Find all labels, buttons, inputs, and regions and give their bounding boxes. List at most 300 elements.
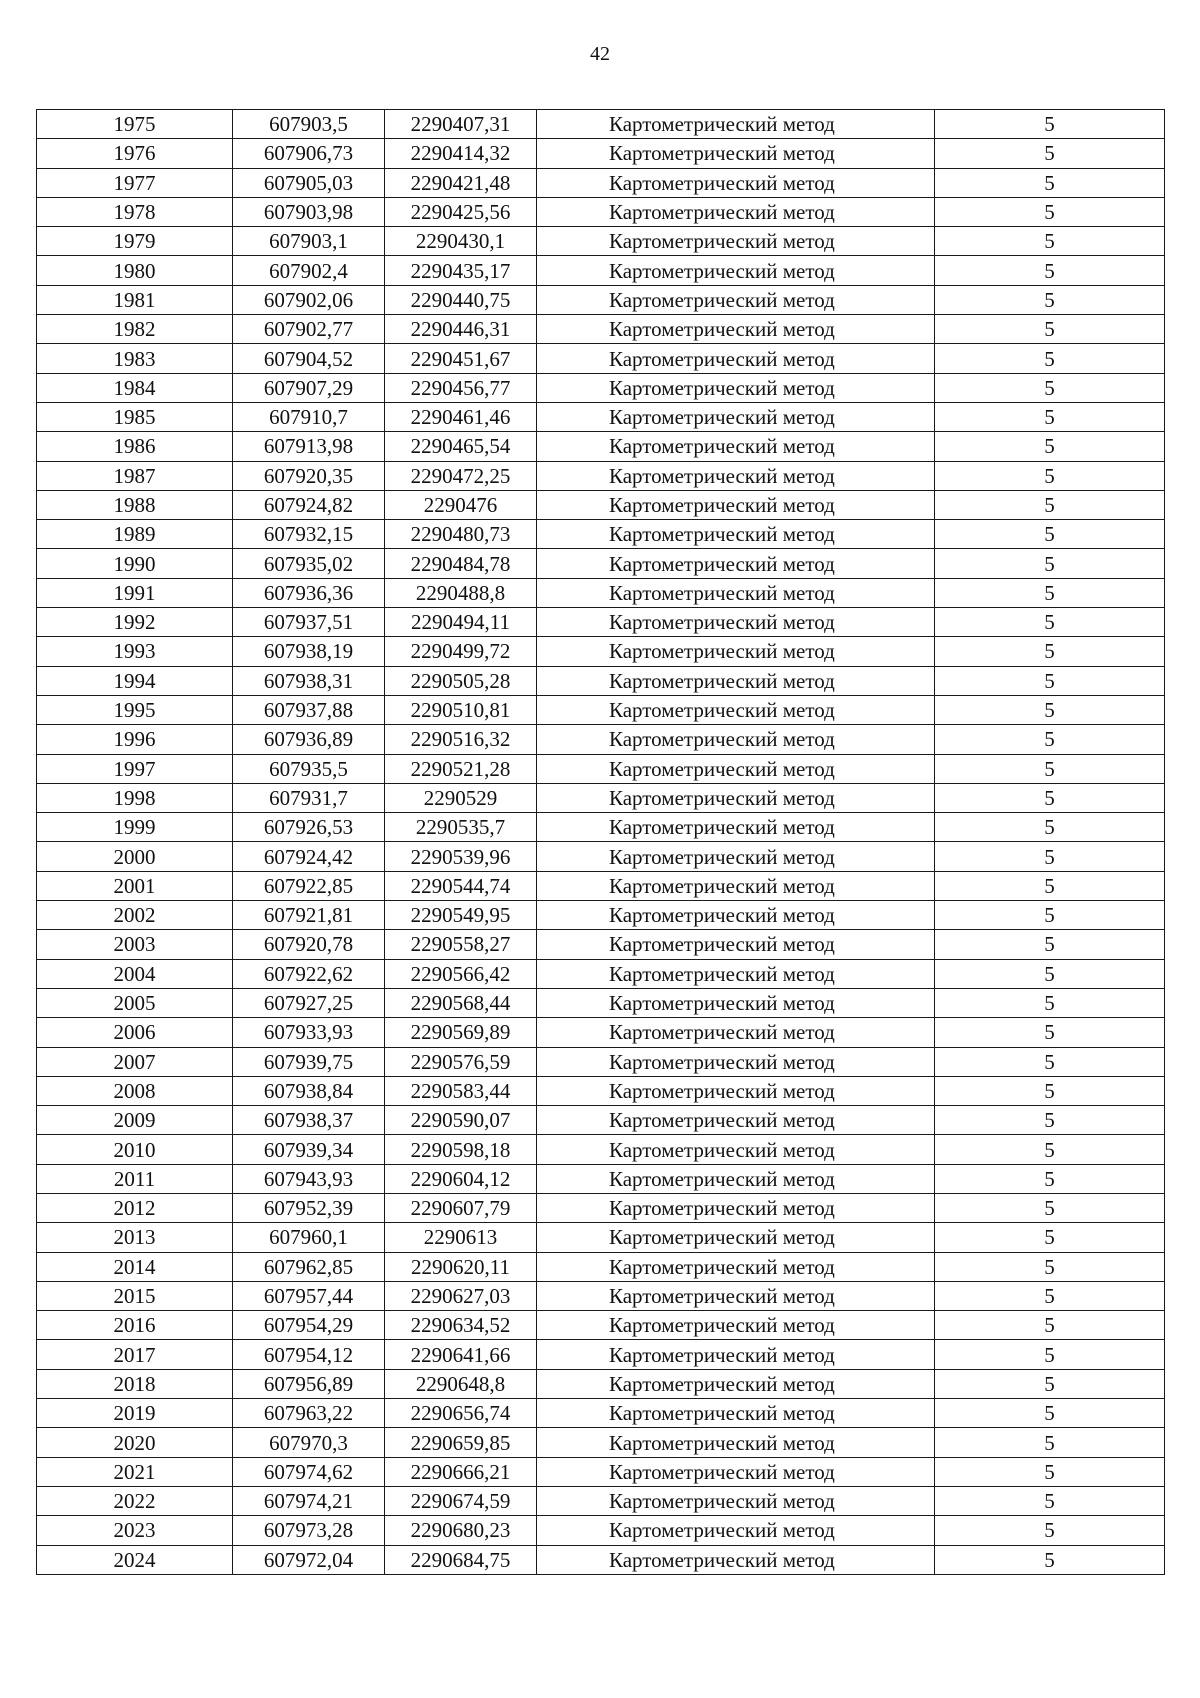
- point-number-cell: 1981: [37, 285, 233, 314]
- method-cell: Картометрический метод: [537, 1311, 935, 1340]
- coordinate-x-cell: 607932,15: [233, 520, 385, 549]
- table-row: [37, 1135, 1165, 1164]
- method-cell: Картометрический метод: [537, 197, 935, 226]
- coordinate-x-cell: 607957,44: [233, 1281, 385, 1310]
- point-number-cell: 2013: [37, 1223, 233, 1252]
- coordinate-x-cell: 607939,75: [233, 1047, 385, 1076]
- coordinate-x-cell: 607938,31: [233, 666, 385, 695]
- coordinate-y-cell: 2290425,56: [385, 197, 537, 226]
- page-number: 42: [590, 43, 610, 65]
- coordinate-y-cell: 2290641,66: [385, 1340, 537, 1369]
- point-number-cell: 2006: [37, 1018, 233, 1047]
- point-number-cell: 1983: [37, 344, 233, 373]
- coordinate-y-cell: 2290613: [385, 1223, 537, 1252]
- coordinate-y-cell: 2290461,46: [385, 402, 537, 431]
- accuracy-cell: 5: [935, 1193, 1165, 1222]
- point-number-cell: 2015: [37, 1281, 233, 1310]
- method-cell: Картометрический метод: [537, 725, 935, 754]
- table-row: [37, 930, 1165, 959]
- method-cell: Картометрический метод: [537, 637, 935, 666]
- point-number-cell: 2019: [37, 1399, 233, 1428]
- point-number-cell: 1989: [37, 520, 233, 549]
- accuracy-cell: 5: [935, 1340, 1165, 1369]
- method-cell: Картометрический метод: [537, 695, 935, 724]
- coordinate-x-cell: 607903,1: [233, 227, 385, 256]
- method-cell: Картометрический метод: [537, 608, 935, 637]
- coordinate-y-cell: 2290456,77: [385, 373, 537, 402]
- table-row: [37, 1340, 1165, 1369]
- accuracy-cell: 5: [935, 1223, 1165, 1252]
- coordinate-x-cell: 607906,73: [233, 139, 385, 168]
- coordinate-x-cell: 607935,02: [233, 549, 385, 578]
- coordinate-y-cell: 2290414,32: [385, 139, 537, 168]
- point-number-cell: 2005: [37, 988, 233, 1017]
- coordinate-x-cell: 607926,53: [233, 813, 385, 842]
- point-number-cell: 2014: [37, 1252, 233, 1281]
- table-row: [37, 959, 1165, 988]
- table-row: [37, 1076, 1165, 1105]
- accuracy-cell: 5: [935, 637, 1165, 666]
- accuracy-cell: 5: [935, 1457, 1165, 1486]
- coordinate-y-cell: 2290484,78: [385, 549, 537, 578]
- point-number-cell: 2004: [37, 959, 233, 988]
- table-row: [37, 344, 1165, 373]
- table-row: [37, 1369, 1165, 1398]
- coordinate-y-cell: 2290648,8: [385, 1369, 537, 1398]
- coordinate-x-cell: 607933,93: [233, 1018, 385, 1047]
- coordinate-x-cell: 607954,12: [233, 1340, 385, 1369]
- point-number-cell: 1986: [37, 432, 233, 461]
- coordinate-x-cell: 607974,21: [233, 1486, 385, 1515]
- table-row: [37, 1311, 1165, 1340]
- method-cell: Картометрический метод: [537, 783, 935, 812]
- point-number-cell: 2020: [37, 1428, 233, 1457]
- coordinate-y-cell: 2290634,52: [385, 1311, 537, 1340]
- accuracy-cell: 5: [935, 285, 1165, 314]
- accuracy-cell: 5: [935, 549, 1165, 578]
- method-cell: Картометрический метод: [537, 1399, 935, 1428]
- coordinate-y-cell: 2290598,18: [385, 1135, 537, 1164]
- method-cell: Картометрический метод: [537, 842, 935, 871]
- accuracy-cell: 5: [935, 1164, 1165, 1193]
- coordinate-x-cell: 607903,98: [233, 197, 385, 226]
- table-row: [37, 578, 1165, 607]
- point-number-cell: 1976: [37, 139, 233, 168]
- point-number-cell: 2000: [37, 842, 233, 871]
- table-row: [37, 461, 1165, 490]
- point-number-cell: 2003: [37, 930, 233, 959]
- table-row: [37, 608, 1165, 637]
- accuracy-cell: 5: [935, 666, 1165, 695]
- accuracy-cell: 5: [935, 1516, 1165, 1545]
- point-number-cell: 1995: [37, 695, 233, 724]
- accuracy-cell: 5: [935, 783, 1165, 812]
- point-number-cell: 1982: [37, 315, 233, 344]
- point-number-cell: 1990: [37, 549, 233, 578]
- point-number-cell: 1996: [37, 725, 233, 754]
- point-number-cell: 2024: [37, 1545, 233, 1574]
- accuracy-cell: 5: [935, 871, 1165, 900]
- coordinate-y-cell: 2290430,1: [385, 227, 537, 256]
- table-row: [37, 110, 1165, 139]
- coordinate-y-cell: 2290666,21: [385, 1457, 537, 1486]
- coordinate-y-cell: 2290549,95: [385, 901, 537, 930]
- method-cell: Картометрический метод: [537, 1369, 935, 1398]
- accuracy-cell: 5: [935, 842, 1165, 871]
- point-number-cell: 1992: [37, 608, 233, 637]
- point-number-cell: 1980: [37, 256, 233, 285]
- coordinate-y-cell: 2290566,42: [385, 959, 537, 988]
- coordinate-y-cell: 2290659,85: [385, 1428, 537, 1457]
- method-cell: Картометрический метод: [537, 930, 935, 959]
- coordinate-y-cell: 2290516,32: [385, 725, 537, 754]
- method-cell: Картометрический метод: [537, 1545, 935, 1574]
- accuracy-cell: 5: [935, 1545, 1165, 1574]
- method-cell: Картометрический метод: [537, 1340, 935, 1369]
- point-number-cell: 2021: [37, 1457, 233, 1486]
- coordinate-y-cell: 2290620,11: [385, 1252, 537, 1281]
- accuracy-cell: 5: [935, 461, 1165, 490]
- coordinate-y-cell: 2290465,54: [385, 432, 537, 461]
- method-cell: Картометрический метод: [537, 959, 935, 988]
- table-row: [37, 842, 1165, 871]
- method-cell: Картометрический метод: [537, 1457, 935, 1486]
- accuracy-cell: 5: [935, 256, 1165, 285]
- point-number-cell: 1975: [37, 110, 233, 139]
- coordinate-x-cell: 607922,62: [233, 959, 385, 988]
- table-row: [37, 1457, 1165, 1486]
- method-cell: Картометрический метод: [537, 1516, 935, 1545]
- method-cell: Картометрический метод: [537, 988, 935, 1017]
- method-cell: Картометрический метод: [537, 1428, 935, 1457]
- coordinate-x-cell: 607960,1: [233, 1223, 385, 1252]
- table-row: [37, 813, 1165, 842]
- coordinate-x-cell: 607920,35: [233, 461, 385, 490]
- accuracy-cell: 5: [935, 432, 1165, 461]
- coordinate-y-cell: 2290499,72: [385, 637, 537, 666]
- method-cell: Картометрический метод: [537, 344, 935, 373]
- point-number-cell: 2007: [37, 1047, 233, 1076]
- coordinate-x-cell: 607924,42: [233, 842, 385, 871]
- method-cell: Картометрический метод: [537, 1486, 935, 1515]
- coordinate-y-cell: 2290680,23: [385, 1516, 537, 1545]
- coordinate-x-cell: 607972,04: [233, 1545, 385, 1574]
- accuracy-cell: 5: [935, 1018, 1165, 1047]
- method-cell: Картометрический метод: [537, 520, 935, 549]
- point-number-cell: 1984: [37, 373, 233, 402]
- point-number-cell: 2009: [37, 1106, 233, 1135]
- accuracy-cell: 5: [935, 168, 1165, 197]
- coordinate-x-cell: 607954,29: [233, 1311, 385, 1340]
- table-row: [37, 197, 1165, 226]
- accuracy-cell: 5: [935, 695, 1165, 724]
- point-number-cell: 2018: [37, 1369, 233, 1398]
- table-row: [37, 315, 1165, 344]
- coordinate-y-cell: 2290421,48: [385, 168, 537, 197]
- table-row: [37, 901, 1165, 930]
- coordinate-x-cell: 607902,06: [233, 285, 385, 314]
- coordinate-x-cell: 607935,5: [233, 754, 385, 783]
- accuracy-cell: 5: [935, 1135, 1165, 1164]
- point-number-cell: 1998: [37, 783, 233, 812]
- table-row: [37, 520, 1165, 549]
- accuracy-cell: 5: [935, 490, 1165, 519]
- coordinate-x-cell: 607943,93: [233, 1164, 385, 1193]
- table-row: [37, 754, 1165, 783]
- point-number-cell: 1993: [37, 637, 233, 666]
- coordinate-y-cell: 2290627,03: [385, 1281, 537, 1310]
- table-row: [37, 783, 1165, 812]
- method-cell: Картометрический метод: [537, 901, 935, 930]
- table-row: [37, 725, 1165, 754]
- point-number-cell: 1978: [37, 197, 233, 226]
- accuracy-cell: 5: [935, 725, 1165, 754]
- table-row: [37, 1399, 1165, 1428]
- accuracy-cell: 5: [935, 901, 1165, 930]
- method-cell: Картометрический метод: [537, 168, 935, 197]
- coordinate-y-cell: 2290451,67: [385, 344, 537, 373]
- method-cell: Картометрический метод: [537, 1106, 935, 1135]
- coordinate-x-cell: 607938,19: [233, 637, 385, 666]
- accuracy-cell: 5: [935, 1252, 1165, 1281]
- table-row: [37, 373, 1165, 402]
- coordinate-x-cell: 607938,84: [233, 1076, 385, 1105]
- coordinate-x-cell: 607952,39: [233, 1193, 385, 1222]
- accuracy-cell: 5: [935, 1106, 1165, 1135]
- accuracy-cell: 5: [935, 988, 1165, 1017]
- method-cell: Картометрический метод: [537, 1281, 935, 1310]
- coordinates-table-body: [37, 110, 1165, 1575]
- table-row: [37, 988, 1165, 1017]
- coordinate-x-cell: 607973,28: [233, 1516, 385, 1545]
- coordinate-y-cell: 2290583,44: [385, 1076, 537, 1105]
- coordinate-x-cell: 607956,89: [233, 1369, 385, 1398]
- coordinate-x-cell: 607931,7: [233, 783, 385, 812]
- coordinate-x-cell: 607962,85: [233, 1252, 385, 1281]
- method-cell: Картометрический метод: [537, 1047, 935, 1076]
- point-number-cell: 2017: [37, 1340, 233, 1369]
- table-row: [37, 168, 1165, 197]
- coordinate-y-cell: 2290476: [385, 490, 537, 519]
- table-row: [37, 1545, 1165, 1574]
- coordinate-y-cell: 2290472,25: [385, 461, 537, 490]
- table-row: [37, 1252, 1165, 1281]
- table-row: [37, 139, 1165, 168]
- table-row: [37, 871, 1165, 900]
- method-cell: Картометрический метод: [537, 315, 935, 344]
- method-cell: Картометрический метод: [537, 1252, 935, 1281]
- table-row: [37, 549, 1165, 578]
- method-cell: Картометрический метод: [537, 871, 935, 900]
- method-cell: Картометрический метод: [537, 1193, 935, 1222]
- table-row: [37, 1486, 1165, 1515]
- coordinate-y-cell: 2290488,8: [385, 578, 537, 607]
- accuracy-cell: 5: [935, 1311, 1165, 1340]
- coordinate-x-cell: 607913,98: [233, 432, 385, 461]
- coordinate-x-cell: 607905,03: [233, 168, 385, 197]
- table-row: [37, 490, 1165, 519]
- table-row: [37, 695, 1165, 724]
- coordinate-y-cell: 2290440,75: [385, 285, 537, 314]
- coordinate-y-cell: 2290604,12: [385, 1164, 537, 1193]
- table-row: [37, 637, 1165, 666]
- coordinate-x-cell: 607910,7: [233, 402, 385, 431]
- coordinate-x-cell: 607903,5: [233, 110, 385, 139]
- coordinate-y-cell: 2290480,73: [385, 520, 537, 549]
- coordinate-y-cell: 2290656,74: [385, 1399, 537, 1428]
- coordinate-y-cell: 2290674,59: [385, 1486, 537, 1515]
- accuracy-cell: 5: [935, 1076, 1165, 1105]
- point-number-cell: 1991: [37, 578, 233, 607]
- accuracy-cell: 5: [935, 197, 1165, 226]
- coordinate-x-cell: 607924,82: [233, 490, 385, 519]
- table-row: [37, 227, 1165, 256]
- point-number-cell: 2016: [37, 1311, 233, 1340]
- coordinate-x-cell: 607907,29: [233, 373, 385, 402]
- accuracy-cell: 5: [935, 754, 1165, 783]
- accuracy-cell: 5: [935, 520, 1165, 549]
- table-row: [37, 1106, 1165, 1135]
- point-number-cell: 2023: [37, 1516, 233, 1545]
- accuracy-cell: 5: [935, 373, 1165, 402]
- coordinates-table: [36, 109, 1165, 1575]
- coordinate-y-cell: 2290446,31: [385, 315, 537, 344]
- table-row: [37, 1223, 1165, 1252]
- coordinate-x-cell: 607936,36: [233, 578, 385, 607]
- coordinate-y-cell: 2290576,59: [385, 1047, 537, 1076]
- coordinate-y-cell: 2290494,11: [385, 608, 537, 637]
- coordinate-y-cell: 2290544,74: [385, 871, 537, 900]
- method-cell: Картометрический метод: [537, 578, 935, 607]
- point-number-cell: 2012: [37, 1193, 233, 1222]
- point-number-cell: 1994: [37, 666, 233, 695]
- table-row: [37, 256, 1165, 285]
- table-row: [37, 1164, 1165, 1193]
- coordinate-y-cell: 2290435,17: [385, 256, 537, 285]
- table-row: [37, 285, 1165, 314]
- table-row: [37, 1428, 1165, 1457]
- coordinate-x-cell: 607970,3: [233, 1428, 385, 1457]
- coordinate-y-cell: 2290535,7: [385, 813, 537, 842]
- coordinate-y-cell: 2290539,96: [385, 842, 537, 871]
- coordinate-y-cell: 2290505,28: [385, 666, 537, 695]
- coordinate-x-cell: 607927,25: [233, 988, 385, 1017]
- method-cell: Картометрический метод: [537, 1076, 935, 1105]
- method-cell: Картометрический метод: [537, 1018, 935, 1047]
- point-number-cell: 1999: [37, 813, 233, 842]
- method-cell: Картометрический метод: [537, 139, 935, 168]
- point-number-cell: 1988: [37, 490, 233, 519]
- point-number-cell: 2022: [37, 1486, 233, 1515]
- coordinate-x-cell: 607902,77: [233, 315, 385, 344]
- coordinate-y-cell: 2290590,07: [385, 1106, 537, 1135]
- table-row: [37, 1047, 1165, 1076]
- method-cell: Картометрический метод: [537, 754, 935, 783]
- accuracy-cell: 5: [935, 344, 1165, 373]
- accuracy-cell: 5: [935, 1047, 1165, 1076]
- method-cell: Картометрический метод: [537, 813, 935, 842]
- coordinate-y-cell: 2290569,89: [385, 1018, 537, 1047]
- method-cell: Картометрический метод: [537, 549, 935, 578]
- coordinate-x-cell: 607902,4: [233, 256, 385, 285]
- method-cell: Картометрический метод: [537, 110, 935, 139]
- method-cell: Картометрический метод: [537, 1164, 935, 1193]
- accuracy-cell: 5: [935, 813, 1165, 842]
- table-row: [37, 666, 1165, 695]
- coordinate-x-cell: 607904,52: [233, 344, 385, 373]
- point-number-cell: 2008: [37, 1076, 233, 1105]
- accuracy-cell: 5: [935, 402, 1165, 431]
- coordinate-y-cell: 2290521,28: [385, 754, 537, 783]
- method-cell: Картометрический метод: [537, 402, 935, 431]
- coordinate-y-cell: 2290568,44: [385, 988, 537, 1017]
- accuracy-cell: 5: [935, 139, 1165, 168]
- method-cell: Картометрический метод: [537, 256, 935, 285]
- point-number-cell: 1985: [37, 402, 233, 431]
- method-cell: Картометрический метод: [537, 432, 935, 461]
- method-cell: Картометрический метод: [537, 490, 935, 519]
- coordinate-x-cell: 607963,22: [233, 1399, 385, 1428]
- accuracy-cell: 5: [935, 1281, 1165, 1310]
- method-cell: Картометрический метод: [537, 1223, 935, 1252]
- method-cell: Картометрический метод: [537, 1135, 935, 1164]
- method-cell: Картометрический метод: [537, 373, 935, 402]
- coordinate-y-cell: 2290607,79: [385, 1193, 537, 1222]
- method-cell: Картометрический метод: [537, 285, 935, 314]
- coordinate-x-cell: 607936,89: [233, 725, 385, 754]
- table-row: [37, 1516, 1165, 1545]
- coordinate-x-cell: 607937,88: [233, 695, 385, 724]
- coordinate-x-cell: 607921,81: [233, 901, 385, 930]
- accuracy-cell: 5: [935, 110, 1165, 139]
- point-number-cell: 2002: [37, 901, 233, 930]
- method-cell: Картометрический метод: [537, 666, 935, 695]
- accuracy-cell: 5: [935, 959, 1165, 988]
- coordinate-y-cell: 2290558,27: [385, 930, 537, 959]
- accuracy-cell: 5: [935, 608, 1165, 637]
- coordinate-x-cell: 607939,34: [233, 1135, 385, 1164]
- table-row: [37, 402, 1165, 431]
- table-row: [37, 1018, 1165, 1047]
- table-row: [37, 1281, 1165, 1310]
- coordinate-x-cell: 607920,78: [233, 930, 385, 959]
- point-number-cell: 2010: [37, 1135, 233, 1164]
- coordinate-x-cell: 607974,62: [233, 1457, 385, 1486]
- accuracy-cell: 5: [935, 1399, 1165, 1428]
- coordinate-y-cell: 2290407,31: [385, 110, 537, 139]
- coordinate-y-cell: 2290684,75: [385, 1545, 537, 1574]
- table-row: [37, 432, 1165, 461]
- point-number-cell: 1977: [37, 168, 233, 197]
- coordinate-x-cell: 607922,85: [233, 871, 385, 900]
- point-number-cell: 1979: [37, 227, 233, 256]
- accuracy-cell: 5: [935, 315, 1165, 344]
- coordinate-y-cell: 2290510,81: [385, 695, 537, 724]
- accuracy-cell: 5: [935, 1369, 1165, 1398]
- coordinate-x-cell: 607937,51: [233, 608, 385, 637]
- accuracy-cell: 5: [935, 1486, 1165, 1515]
- table-row: [37, 1193, 1165, 1222]
- point-number-cell: 1987: [37, 461, 233, 490]
- accuracy-cell: 5: [935, 930, 1165, 959]
- accuracy-cell: 5: [935, 578, 1165, 607]
- method-cell: Картометрический метод: [537, 227, 935, 256]
- accuracy-cell: 5: [935, 227, 1165, 256]
- coordinate-y-cell: 2290529: [385, 783, 537, 812]
- method-cell: Картометрический метод: [537, 461, 935, 490]
- point-number-cell: 2001: [37, 871, 233, 900]
- point-number-cell: 2011: [37, 1164, 233, 1193]
